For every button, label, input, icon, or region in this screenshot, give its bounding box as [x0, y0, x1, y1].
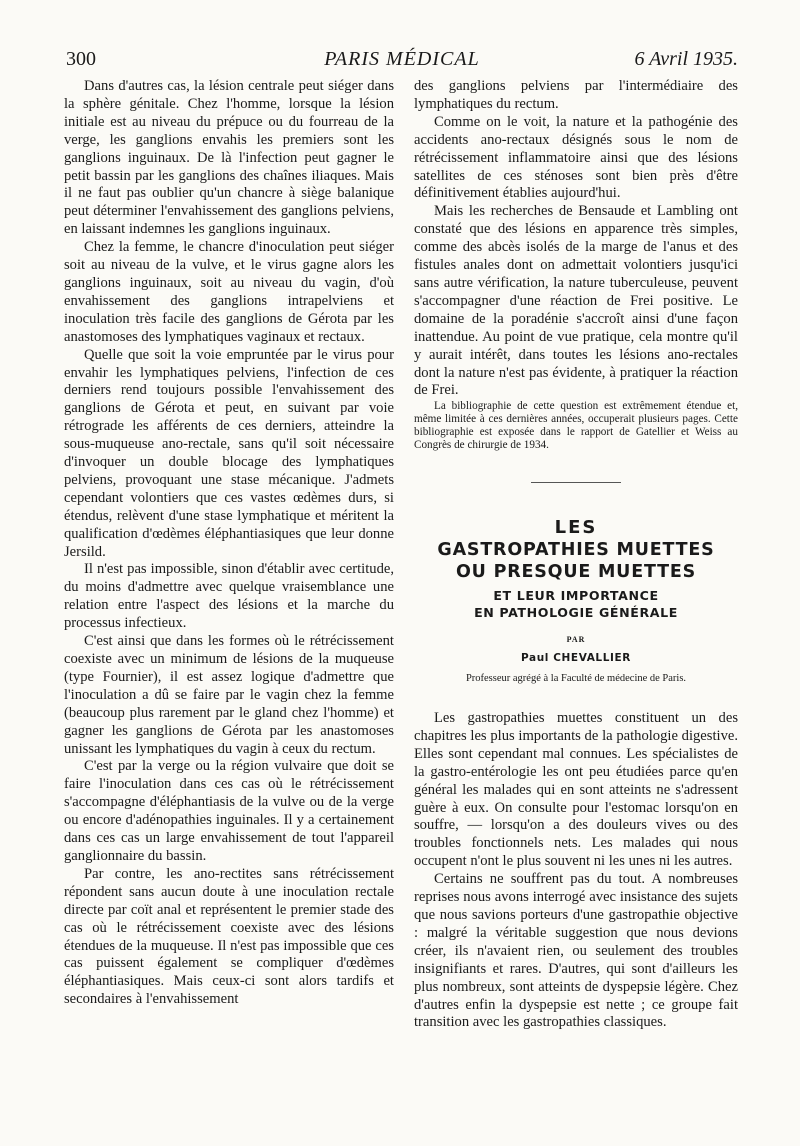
article-title [414, 517, 738, 583]
section-divider [531, 482, 621, 483]
paragraph: Les gastropathies muettes constituent un des chapitres les plus importants de la pathologie digestive. Elles sont cependant mal connues. Les spécialistes de la gastro-entérologie les ont peu étudiées parce qu'en général les malades qui en sont atteints ne s'adressent guère à eux. On consulte pour l'estomac lorsqu'on en souffre, — lorsqu'on a des douleurs vives ou des troubles fonctionnels nets. Les malades qui nous occupent n'ont le plus souvent ni les unes ni les autres. [414, 710, 738, 870]
issue-date: 6 Avril 1935. [634, 48, 738, 70]
right-column [414, 78, 738, 1032]
footnote: La bibliographie de cette question est extrêmement étendue et, même limitée à ces dernières années, occuperait plusieurs pages. Cette bibliographie est exposée dans le rapport de Gatellier et Weiss au Congrès de chirurgie de 1934. [414, 400, 738, 452]
paragraph: Quelle que soit la voie empruntée par le virus pour envahir les lymphatiques pelviens, l'infection de ces derniers rend toujours possible l'envahissement des ganglions de Gérota et peut, en suivant par voie rétrograde les afférents de ces derniers, atteindre la sous-muqueuse ano-rectale, sans qu'il soit nécessaire d'invoquer un double blocage des lymphatiques pelviens, provoquant une stase mécanique. J'admets cependant volontiers que ces vastes œdèmes durs, si étendus, relèvent d'une stase lymphatique et méritent la qualification d'œdèmes éléphantiasiques que leur donne Jersild. [64, 346, 394, 560]
paragraph: Il n'est pas impossible, sinon d'établir avec certitude, du moins d'admettre avec quelque vraisemblance une relation entre l'aspect des lésions et la marche du processus infectieux. [64, 561, 394, 632]
author-affiliation: Professeur agrégé à la Faculté de médecine de Paris. [465, 673, 687, 685]
left-column [64, 78, 394, 1009]
byline-par: PAR [566, 635, 586, 645]
article-title-line: OU PRESQUE MUETTES [456, 562, 696, 583]
running-header [66, 44, 738, 74]
article-subtitle [414, 587, 738, 621]
paragraph: Comme on le voit, la nature et la pathogénie des accidents ano-rectaux désignés sous le nom de rétrécissement inflammatoire ainsi que des lésions satellites de ces sténoses sont bien près d'être définitivement établies aujourd'hui. [414, 113, 738, 202]
article-title-line: LES [554, 517, 598, 539]
paragraph: Chez la femme, le chancre d'inoculation peut siéger soit au niveau de la vulve, et le virus gagne alors les ganglions inguinaux, soit au niveau du vagin, d'où envahissement des ganglions intrapelviens et inoculation très facile des ganglions de Gérota par les anastomoses des lymphatiques vaginaux et rectaux. [64, 239, 394, 345]
paragraph: des ganglions pelviens par l'intermédiaire des lymphatiques du rectum. [414, 78, 738, 112]
paragraph: Par contre, les ano-rectites sans rétrécissement répondent sans aucun doute à une inoculation rectale directe par coït anal et représentent le premier stade des cas où le rétrécissement coexiste avec des lésions étendues de la muqueuse. Il n'est pas impossible que ces cas puissent également se compliquer d'œdèmes éléphantiasiques. Mais ceux-ci sont alors tardifs et secondaires à l'envahissement [64, 865, 394, 1008]
journal-title: PARIS MÉDICAL [324, 48, 480, 70]
page-number: 300 [66, 48, 96, 70]
paragraph: Dans d'autres cas, la lésion centrale peut siéger dans la sphère génitale. Chez l'homme, lorsque la lésion initiale est au niveau du prépuce ou du fourreau de la verge, les ganglions envahis les premiers sont les ganglions inguinaux. De là l'infection peut gagner le petit bassin par les ganglions des chaînes iliaques. Mais il ne faut pas oublier qu'un chancre à siège balanique peut déterminer l'envahissement des ganglions pelviens, en laissant indemnes les ganglions inguinaux. [64, 78, 394, 238]
paragraph: Mais les recherches de Bensaude et Lambling ont constaté que des lésions en apparence très simples, comme des abcès isolés de la marge de l'anus et des fistules anales dont on admettait volontiers jusqu'ici sans autre vérification, la nature tuberculeuse, peuvent s'accompagner d'une réaction de Frei positive. Le domaine de la poradénie s'accroît ainsi d'une façon inattendue. Au point de vue pratique, cela montre qu'il y aurait intérêt, dans toutes les lésions ano-rectales dont la nature n'est pas évidente, à pratiquer la réaction de Frei. [414, 203, 738, 399]
paragraph: Certains ne souffrent pas du tout. A nombreuses reprises nous avons interrogé avec insistance des sujets que nous savions porteurs d'une gastropathie objective : malgré la véritable suggestion que nous devions créer, ils n'avaient rien, ou seulement des troubles insignifiants et rares. D'autres, qui sont d'ailleurs les plus nombreux, sont atteints de dyspepsie légère. Chez d'autres enfin la dyspepsie est nette ; ce groupe fait transition avec les gastropathies classiques. [414, 871, 738, 1031]
article-subtitle-line: EN PATHOLOGIE GÉNÉRALE [474, 605, 678, 621]
article-subtitle-line: ET LEUR IMPORTANCE [493, 588, 659, 604]
paragraph: C'est par la verge ou la région vulvaire que doit se faire l'inoculation dans ces cas où le rétrécissement s'accompagne d'éléphantiasis de la vulve ou de la verge ou encore d'adénopathies inguinales. Il y a certainement dans ces cas un large envahissement de tout l'appareil ganglionnaire du bassin. [64, 758, 394, 864]
paragraph: C'est ainsi que dans les formes où le rétrécissement coexiste avec un minimum de lésions de la muqueuse (type Fournier), il est assez logique d'admettre que l'inoculation a dû se faire par le vagin chez la femme (beaucoup plus rarement par le gland chez l'homme) et gagner les ganglions de Gérota par les anastomoses unissant les lymphatiques du vagin à ceux du rectum. [64, 633, 394, 757]
author-name: Paul CHEVALLIER [521, 652, 631, 665]
article-title-line: GASTROPATHIES MUETTES [437, 540, 715, 561]
